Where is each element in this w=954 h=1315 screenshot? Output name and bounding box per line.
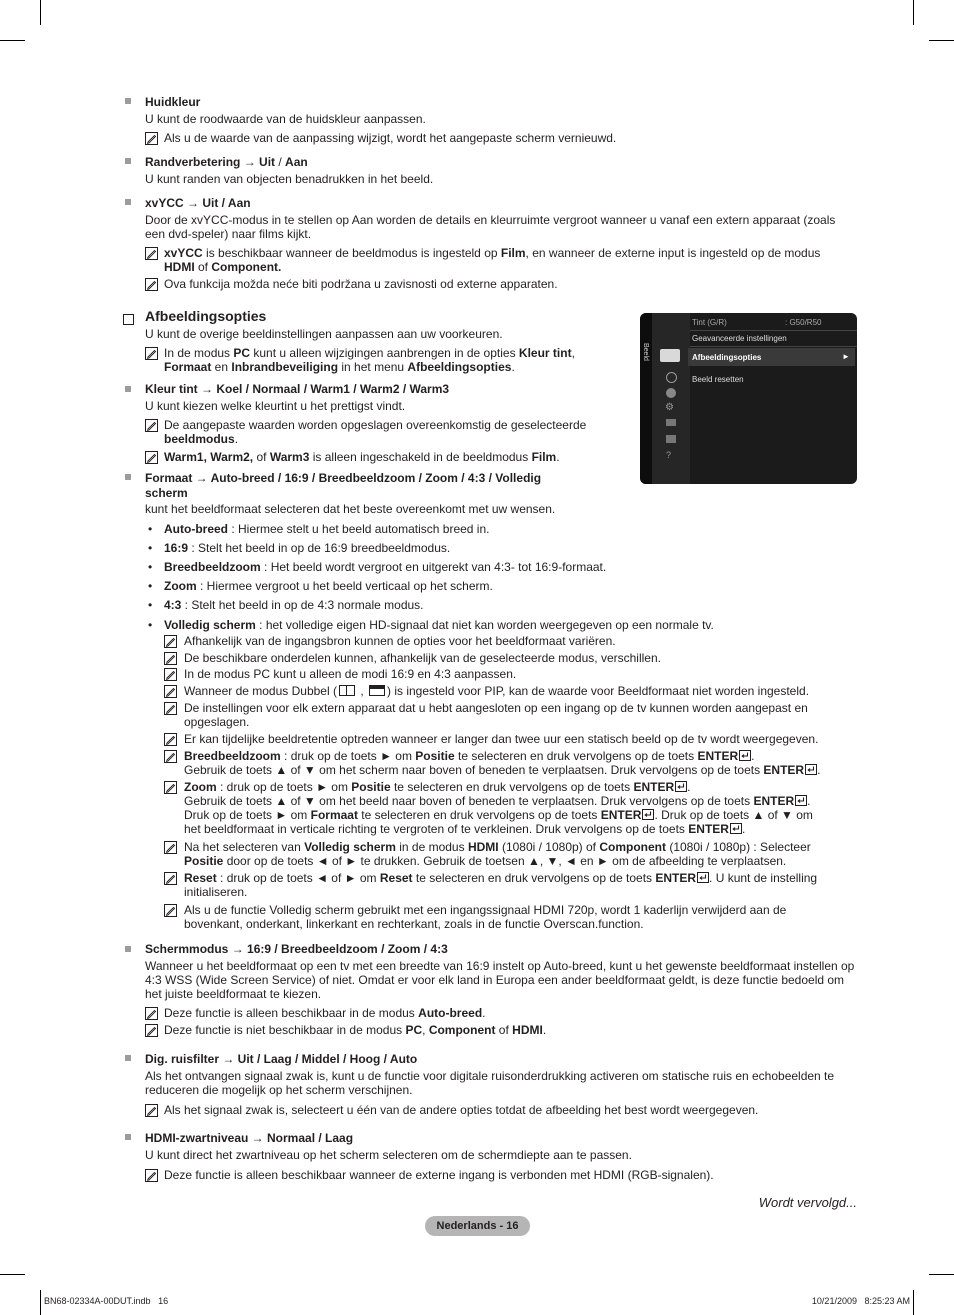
note-icon (164, 685, 178, 698)
note-icon (145, 278, 159, 291)
square-bullet (125, 386, 131, 392)
item-heading: Schermmodus → 16:9 / Breedbeeldzoom / Zoom / 4:3 (145, 942, 448, 956)
format-bullet-item: 16:9 : Stelt het beeld in op de 16:9 breedbeeldmodus. (164, 541, 451, 555)
page-number-badge: Nederlands - 16 (425, 1216, 530, 1236)
file-info: BN68-02334A-00DUT.indb 16 (44, 1296, 169, 1306)
crop-mark (40, 0, 41, 25)
osd-row-advanced: Geavanceerde instellingen (692, 334, 787, 343)
print-timestamp: 10/21/2009 8:25:23 AM (811, 1296, 910, 1306)
note-text: Na het selecteren van Volledig scherm in de modus HDMI (1080i / 1080p) of Component (1080i / 1080p) : Selecteer Positie door op de toets ◄ of ► te drukken. Gebruik de toetsen ▲, ▼, ◄ en ► om de afbeelding te verplaatsen. (184, 840, 811, 868)
note-icon (164, 635, 178, 648)
bullet-dot: • (148, 541, 153, 555)
pip-single-icon (369, 685, 385, 696)
osd-row-tint: Tint (G/R) : G50/R50 (692, 318, 822, 327)
note-text: In de modus PC kunt u alleen de modi 16:9 en 4:3 aanpassen. (184, 667, 517, 681)
note-text: De instellingen voor elk extern apparaat dat u hebt aangesloten op een ingang op de tv kunnen worden aangepast en opgeslagen. (184, 701, 808, 729)
note-icon (164, 872, 178, 885)
enter-icon (674, 780, 687, 794)
note-text: In de modus PC kunt u alleen wijzigingen aanbrengen in de opties Kleur tint, Formaat en Inbrandbeveiliging in het menu Afbeeldingsopties. (164, 346, 575, 374)
note-text: Er kan tijdelijke beeldretentie optreden wanneer er langer dan twee uur een statisch beeld op de tv wordt weergegeven. (184, 732, 819, 746)
note-text: Wanneer de modus Dubbel ( , ) is ingesteld voor PIP, kan de waarde voor Beeldformaat niet worden ingesteld. (184, 684, 810, 698)
enter-icon (794, 794, 807, 808)
format-bullet-item: Auto-breed : Hiermee stelt u het beeld automatisch breed in. (164, 522, 490, 536)
note-text: Reset : druk op de toets ◄ of ► om Reset te selecteren en druk vervolgens op de toets ENTER . U kunt de instelling initialiseren. (184, 871, 818, 899)
note-icon (164, 702, 178, 715)
note-text: xvYCC is beschikbaar wanneer de beeldmodus is ingesteld op Film, en wanneer de externe input is ingesteld op de modus HDMI of Component. (164, 246, 821, 274)
item-heading: Randverbetering → Uit / Aan (145, 155, 308, 169)
application-icon (666, 435, 676, 443)
note-icon (145, 1104, 159, 1117)
osd-icon-column (652, 313, 690, 484)
crop-mark (929, 1274, 954, 1275)
square-bullet (125, 474, 131, 480)
note-text: De aangepaste waarden worden opgeslagen overeenkomstig de geselecteerde beeldmodus. (164, 418, 587, 446)
note-icon (164, 733, 178, 746)
crop-mark (0, 40, 25, 41)
pip-double-icon (339, 685, 355, 696)
enter-icon (696, 871, 709, 885)
input-icon (666, 419, 676, 426)
note-icon (164, 750, 178, 763)
enter-icon (804, 763, 817, 777)
item-text: Als het ontvangen signaal zwak is, kunt u de functie voor digitale ruisonderdrukking activeren om statische ruis en echobeelden te reduceren die mogelijk op het scherm verschijnen. (145, 1069, 835, 1097)
note-icon (145, 1024, 159, 1037)
section-title: Afbeeldingsopties (145, 308, 267, 324)
support-icon: ? (666, 450, 672, 460)
note-icon (164, 841, 178, 854)
format-bullet-item: 4:3 : Stelt het beeld in op de 4:3 normale modus. (164, 598, 424, 612)
note-text: Ova funkcija možda neće biti podržana u zavisnosti od externe apparaten. (164, 277, 558, 291)
note-icon (164, 904, 178, 917)
note-text: Zoom : druk op de toets ► om Positie te selecteren en druk vervolgens op de toets ENTER . Gebruik de toets ▲ of ▼ om het beeld naar boven of beneden te verplaatsen. Druk vervolgens op de toets ENTER . Druk op de toets ► om Formaat te selecteren en druk vervolgens op de toets ENTER . Druk op de toets ▲ of ▼ om het beeldformaat in verticale richting te vergroten of te verkleinen. Druk vervolgens op de toets ENTER . (184, 780, 813, 836)
item-text: Door de xvYCC-modus in te stellen op Aan worden de details en kleurruimte vergroot wanneer u vanaf een extern apparaat (zoals een dvd-speler) naar films kijkt. (145, 213, 836, 241)
crop-mark (0, 1274, 25, 1275)
bullet-dot: • (148, 579, 153, 593)
channel-icon (666, 388, 676, 398)
format-bullet-item: Zoom : Hiermee vergroot u het beeld verticaal op het scherm. (164, 579, 493, 593)
item-heading: HDMI-zwartniveau → Normaal / Laag (145, 1131, 354, 1145)
note-icon (145, 247, 159, 260)
section-text: U kunt de overige beeldinstellingen aanpassen aan uw voorkeuren. (145, 327, 503, 341)
bullet-dot: • (148, 598, 153, 612)
item-text: U kunt de roodwaarde van de huidskleur aanpassen. (145, 112, 426, 126)
osd-menu-screenshot (640, 313, 857, 484)
osd-arrow-icon: ► (842, 352, 850, 361)
note-icon (145, 1169, 159, 1182)
item-text: U kunt randen van objecten benadrukken in het beeld. (145, 172, 434, 186)
format-bullet-item: Volledig scherm : het volledige eigen HD-signaal dat niet kan worden weergegeven op een normale tv. (164, 618, 714, 632)
note-icon (145, 347, 159, 360)
square-bullet (125, 1134, 131, 1140)
enter-icon (729, 822, 742, 836)
square-bullet (125, 199, 131, 205)
note-text: Als u de functie Volledig scherm gebruikt met een ingangssignaal HDMI 720p, wordt 1 kaderlijn verwijderd aan de bovenkant, onderkant, linkerkant en rechterkant, zoals in de functie Overscan.function. (184, 903, 787, 931)
item-text: U kunt kiezen welke kleurtint u het prettigst vindt. (145, 399, 406, 413)
item-text: kunt het beeldformaat selecteren dat het beste overeenkomt met uw wensen. (145, 502, 556, 516)
item-text: Wanneer u het beeldformaat op een tv met een breedte van 16:9 instelt op Auto-breed, kunt u het gewenste beeldformaat instellen op 4:3 WSS (Wide Screen Service) of niet. Omdat er voor elk land in Europa een ander beeldformaat geldt, is deze functie bedoeld om het juiste beeldformaat te kiezen. (145, 959, 855, 1001)
note-icon (145, 451, 159, 464)
item-heading: xvYCC → Uit / Aan (145, 196, 251, 210)
continued-text: Wordt vervolgd... (758, 1195, 857, 1210)
osd-row-reset: Beeld resetten (692, 375, 744, 384)
note-text: Breedbeeldzoom : druk op de toets ► om Positie te selecteren en druk vervolgens op de toets ENTER . Gebruik de toets ▲ of ▼ om het scherm naar boven of beneden te verplaatsen. Druk vervolgens op de toets ENTER . (184, 749, 821, 777)
picture-icon (660, 349, 680, 362)
item-text: U kunt direct het zwartniveau op het scherm selecteren om de schermdiepte aan te passen. (145, 1148, 632, 1162)
enter-icon (641, 808, 654, 822)
square-bullet (125, 158, 131, 164)
item-heading: Formaat → Auto-breed / 16:9 / Breedbeeldzoom / Zoom / 4:3 / Volledig scherm (145, 471, 542, 500)
note-icon (145, 1007, 159, 1020)
square-bullet (125, 98, 131, 104)
note-text: De beschikbare onderdelen kunnen, afhankelijk van de geselecteerde modus, verschillen. (184, 651, 661, 665)
note-text: Als u de waarde van de aanpassing wijzigt, wordt het aangepaste scherm vernieuwd. (164, 131, 617, 145)
item-heading: Huidkleur (145, 95, 201, 109)
enter-icon (738, 749, 751, 763)
section-checkbox-icon (123, 314, 134, 325)
note-text: Afhankelijk van de ingangsbron kunnen de opties voor het beeldformaat variëren. (184, 634, 616, 648)
note-icon (164, 668, 178, 681)
osd-sidebar (640, 313, 652, 484)
note-icon (164, 652, 178, 665)
crop-mark (929, 40, 954, 41)
note-text: Als het signaal zwak is, selecteert u één van de andere opties totdat de afbeelding het best wordt weergegeven. (164, 1103, 759, 1117)
note-text: Deze functie is niet beschikbaar in de modus PC, Component of HDMI. (164, 1023, 547, 1037)
note-icon (164, 781, 178, 794)
osd-divider (690, 346, 857, 347)
crop-mark (913, 0, 914, 25)
bullet-dot: • (148, 618, 153, 632)
item-heading: Kleur tint → Koel / Normaal / Warm1 / Warm2 / Warm3 (145, 382, 450, 396)
square-bullet (125, 946, 131, 952)
item-heading: Dig. ruisfilter → Uit / Laag / Middel / Hoog / Auto (145, 1052, 418, 1066)
osd-divider (690, 330, 857, 331)
bullet-dot: • (148, 560, 153, 574)
sound-icon (666, 372, 677, 383)
osd-row-picture-options: Afbeeldingsopties (692, 353, 762, 362)
note-text: Deze functie is alleen beschikbaar in de modus Auto-breed. (164, 1006, 486, 1020)
bullet-dot: • (148, 522, 153, 536)
note-text: Deze functie is alleen beschikbaar wanneer de externe ingang is verbonden met HDMI (RGB-signalen). (164, 1168, 714, 1182)
crop-mark (913, 1290, 914, 1315)
crop-mark (40, 1290, 41, 1315)
setup-icon: ⚙ (665, 402, 674, 413)
note-icon (145, 419, 159, 432)
note-text: Warm1, Warm2, of Warm3 is alleen ingeschakeld in de beeldmodus Film. (164, 450, 560, 464)
format-bullet-item: Breedbeeldzoom : Het beeld wordt vergroot en uitgerekt van 4:3- tot 16:9-formaat. (164, 560, 607, 574)
square-bullet (125, 1055, 131, 1061)
osd-side-label: Beeld (642, 343, 649, 361)
note-icon (145, 132, 159, 145)
